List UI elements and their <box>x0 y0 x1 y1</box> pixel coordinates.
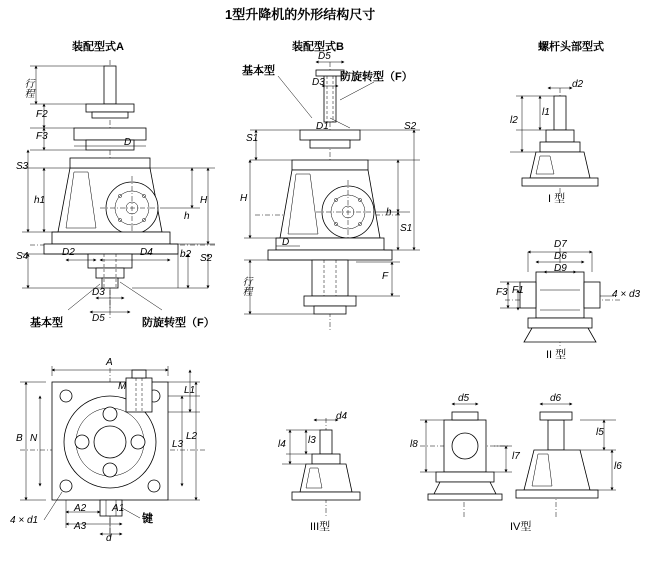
label-type-III: III型 <box>310 521 331 533</box>
dim-b-d3: D3 <box>312 77 325 88</box>
label-type-I: I 型 <box>548 193 566 205</box>
dim-a-f3: F3 <box>36 131 48 142</box>
dim-a-d3: D3 <box>92 287 105 298</box>
view-assembly-type-b <box>244 62 420 330</box>
dim-a-d5: D5 <box>92 313 105 324</box>
section-heading-c: 螺杆头部型式 <box>538 41 604 53</box>
dim-p-a1: A1 <box>112 503 125 514</box>
dim-c2-d9: D9 <box>554 263 567 274</box>
dim-4-l6: l6 <box>614 461 622 472</box>
dim-4-l5: l5 <box>596 427 604 438</box>
dim-p-4xd1: 4 × d1 <box>10 515 39 526</box>
dim-c1-d2: d2 <box>572 79 584 90</box>
dim-a-H: H <box>200 195 208 206</box>
dim-b-f: F <box>382 271 389 282</box>
dim-a-b2: b2 <box>180 249 192 260</box>
dim-b-s1-bot: S1 <box>400 223 413 234</box>
label-anti-b: 防旋转型（F） <box>340 71 413 83</box>
dim-p-l3: L3 <box>172 439 184 450</box>
dim-p-m: M <box>118 381 127 392</box>
label-anti-a: 防旋转型（F） <box>142 317 215 329</box>
dim-p-n: N <box>30 433 38 444</box>
label-basic-a: 基本型 <box>30 317 63 329</box>
section-heading-a: 装配型式A <box>72 41 124 53</box>
dim-p-a2: A2 <box>74 503 87 514</box>
dim-a-s4: S4 <box>16 251 29 262</box>
dim-b-s1-top: S1 <box>246 133 259 144</box>
dim-p-d: d <box>106 533 112 544</box>
dim-c1-l2: l2 <box>510 115 518 126</box>
dim-b-stroke: 行程 <box>240 276 251 296</box>
dim-a-h1: h1 <box>34 195 46 206</box>
label-basic-b: 基本型 <box>242 65 275 77</box>
page-title: 1型升降机的外形结构尺寸 <box>225 7 376 22</box>
dim-a-f2: F2 <box>36 109 48 120</box>
view-screw-head-type-IV <box>516 404 616 518</box>
dim-b-d1: D1 <box>316 121 329 132</box>
dim-p-l2: L2 <box>186 431 198 442</box>
label-type-II: II 型 <box>546 349 567 361</box>
dim-c2-d7: D7 <box>554 239 567 250</box>
view-screw-head-type-I <box>510 88 598 195</box>
dim-3-l4: l4 <box>278 439 286 450</box>
dim-p-a3: A3 <box>74 521 87 532</box>
view-screw-head-type-III <box>282 418 360 518</box>
dim-a-s2: S2 <box>200 253 213 264</box>
dim-m-l8: l8 <box>410 439 418 450</box>
view-screw-head-middle <box>420 404 512 518</box>
dim-3-l3: l3 <box>308 435 316 446</box>
dim-b-d: D <box>282 237 290 248</box>
dim-b-H: H <box>240 193 248 204</box>
dim-c1-l1: l1 <box>542 107 550 118</box>
dim-b-s2: S2 <box>404 121 417 132</box>
view-assembly-type-a <box>22 60 215 320</box>
dim-c2-d6: D6 <box>554 251 567 262</box>
dim-c2-f1: F1 <box>512 285 524 296</box>
dim-a-d2: D2 <box>62 247 75 258</box>
dim-m-d5: d5 <box>458 393 470 404</box>
dim-b-h: h <box>386 207 392 218</box>
dim-4-d6: d6 <box>550 393 562 404</box>
dim-c2-4xd3: 4 × d3 <box>612 289 641 300</box>
label-type-IV: IV型 <box>510 521 532 533</box>
dim-a-d4: D4 <box>140 247 153 258</box>
label-key: 键 <box>142 513 153 525</box>
dim-b-d5: D5 <box>318 51 331 62</box>
dim-c2-f3: F3 <box>496 287 508 298</box>
dim-a-h: h <box>184 211 190 222</box>
section-heading-b: 装配型式B <box>292 41 344 53</box>
dim-m-l7: l7 <box>512 451 520 462</box>
dim-p-l1: L1 <box>184 385 196 396</box>
dim-a-d: D <box>124 137 132 148</box>
dim-p-a: A <box>106 357 113 368</box>
dim-a-s3: S3 <box>16 161 29 172</box>
dim-a-stroke: 行程 <box>22 78 33 98</box>
dim-p-b: B <box>16 433 23 444</box>
dim-3-d4: d4 <box>336 411 348 422</box>
